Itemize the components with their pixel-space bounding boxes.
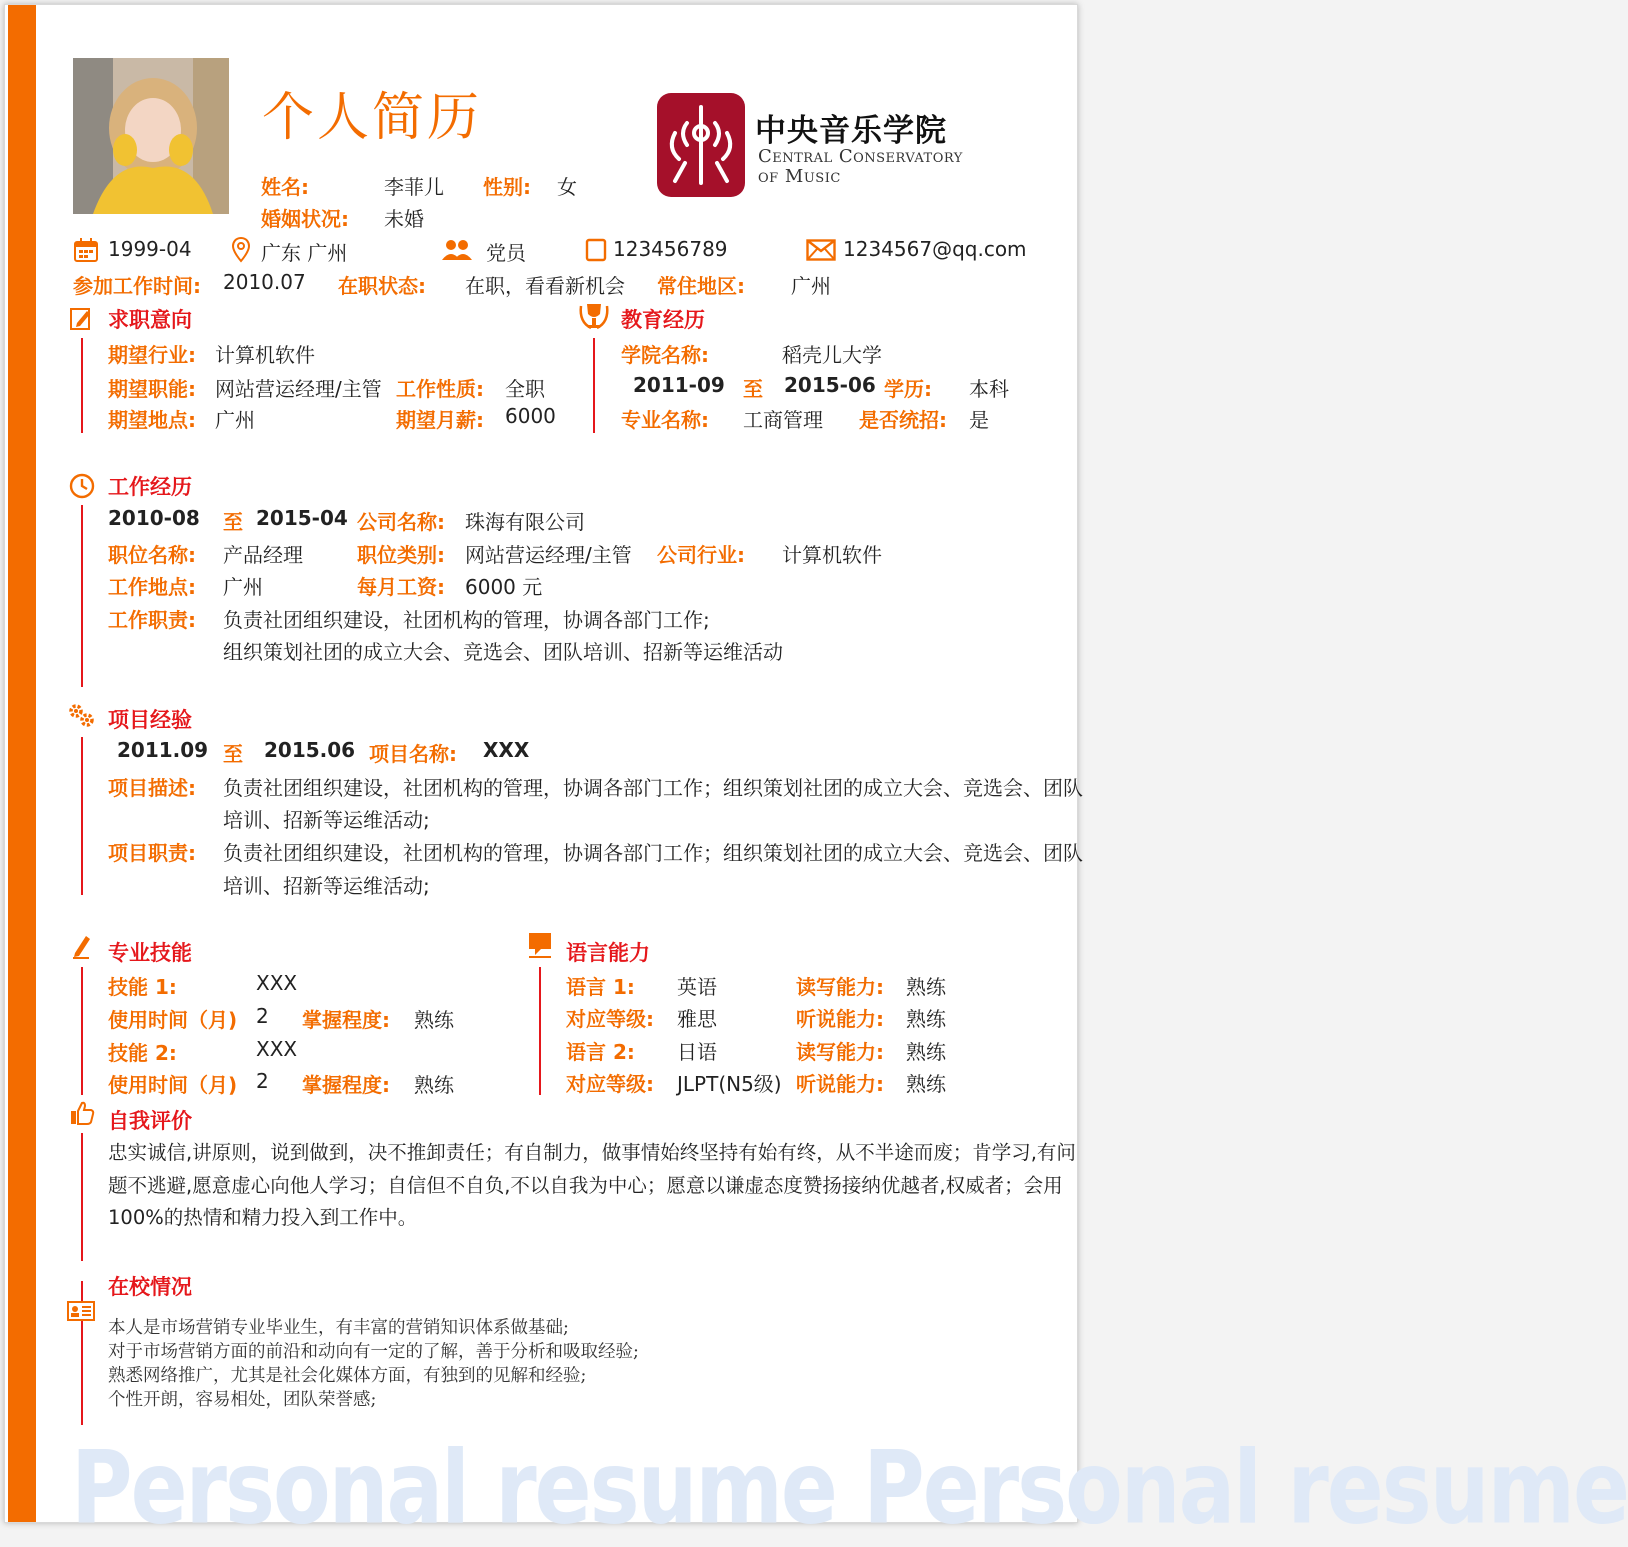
work-start-label: 参加工作时间: (73, 274, 201, 298)
edu-to-label: 至 (743, 377, 763, 401)
company-label: 公司名称: (357, 510, 445, 534)
project-name-label: 项目名称: (369, 742, 457, 766)
location-value: 广东 广州 (261, 241, 348, 265)
work-position-label: 职位名称: (108, 543, 196, 567)
major-label: 专业名称: (621, 408, 709, 432)
profile-photo (73, 58, 229, 214)
skill2-time-value: 2 (256, 1069, 269, 1093)
campus-title: 在校情况 (108, 1275, 192, 1299)
skill1-time-value: 2 (256, 1004, 269, 1028)
work-position-value: 产品经理 (223, 543, 303, 567)
skills-title: 专业技能 (108, 941, 192, 965)
birth-value: 1999-04 (108, 237, 192, 261)
skill1-level-value: 熟练 (414, 1008, 454, 1032)
intent-salary-value: 6000 (505, 404, 556, 428)
campus-line4: 个性开朗，容易相处，团队荣誉感; (108, 1390, 377, 1410)
gender-value: 女 (557, 175, 577, 199)
work-industry-label: 公司行业: (657, 543, 745, 567)
intent-nature-label: 工作性质: (396, 377, 484, 401)
watermark-text: Personal resume Personal resume (71, 1429, 1628, 1547)
name-value: 李菲儿 (384, 175, 444, 199)
skill1-time-label: 使用时间（月) (108, 1008, 238, 1032)
unified-value: 是 (969, 408, 989, 432)
campus-line1: 本人是市场营销专业毕业生，有丰富的营销知识体系做基础; (108, 1318, 569, 1338)
thumbs-up-icon (69, 1100, 95, 1126)
residence-value: 广州 (791, 274, 831, 298)
clock-icon (69, 473, 95, 499)
skill2-level-value: 熟练 (414, 1073, 454, 1097)
lang1-rw-value: 熟练 (906, 975, 946, 999)
phone-value: 123456789 (613, 237, 728, 261)
lang2-label: 语言 2: (566, 1040, 635, 1064)
school-label: 学院名称: (621, 343, 709, 367)
orange-side-bar (8, 5, 36, 1522)
gears-icon (67, 702, 95, 728)
residence-label: 常住地区: (657, 274, 745, 298)
project-to-label: 至 (223, 742, 243, 766)
lang2-ls-value: 熟练 (906, 1072, 946, 1096)
project-duty-line1: 负责社团组织建设，社团机构的管理，协调各部门工作；组织策划社团的成立大会、竞选会、团队 (223, 841, 1083, 865)
intent-position-label: 期望职能: (108, 377, 196, 401)
education-timeline (593, 338, 595, 433)
campus-line3: 熟悉网络推广，尤其是社会化媒体方面，有独到的见解和经验; (108, 1366, 587, 1386)
project-start-date: 2011.09 (117, 738, 209, 762)
work-duty-line1: 负责社团组织建设，社团机构的管理，协调各部门工作; (223, 608, 710, 632)
speech-bubble-icon (527, 931, 553, 959)
conservatory-logo-emblem (657, 93, 745, 197)
resume-page (4, 4, 1628, 1547)
campus-line2: 对于市场营销方面的前沿和动向有一定的了解，善于分析和吸取经验; (108, 1342, 639, 1362)
skill1-value: XXX (256, 971, 298, 995)
logo-english-name (758, 147, 963, 187)
language-title: 语言能力 (566, 941, 650, 965)
project-desc-line1: 负责社团组织建设，社团机构的管理，协调各部门工作；组织策划社团的成立大会、竞选会、团队 (223, 776, 1083, 800)
edit-form-icon (69, 305, 93, 331)
project-desc-label: 项目描述: (108, 776, 196, 800)
skill2-time-label: 使用时间（月) (108, 1073, 238, 1097)
marital-value: 未婚 (384, 207, 424, 231)
lang1-grade-value: 雅思 (677, 1007, 717, 1031)
calendar-icon (73, 237, 99, 263)
work-duty-label: 工作职责: (108, 608, 196, 632)
lang1-grade-label: 对应等级: (566, 1007, 654, 1031)
unified-label: 是否统招: (859, 408, 947, 432)
work-start-date: 2010-08 (108, 506, 200, 530)
project-end-date: 2015.06 (264, 738, 356, 762)
lang2-grade-label: 对应等级: (566, 1072, 654, 1096)
logo-chinese-name: 中央音乐学院 (755, 113, 947, 149)
lang1-value: 英语 (677, 975, 717, 999)
work-industry-value: 计算机软件 (782, 543, 882, 567)
work-category-value: 网站营运经理/主管 (465, 543, 632, 567)
project-duty-label: 项目职责: (108, 841, 196, 865)
location-pin-icon (231, 236, 251, 264)
lang2-grade-value: JLPT(N5级) (677, 1072, 782, 1096)
logo-english-line2: of Music (758, 166, 841, 187)
gender-label: 性别: (483, 175, 531, 199)
self-eval-line1: 忠实诚信,讲原则，说到做到，决不推卸责任；有自制力，做事情始终坚持有始有终，从不半途而废；肯学习,有问 (108, 1141, 1076, 1164)
work-salary-value: 6000 元 (465, 575, 543, 599)
major-value: 工商管理 (743, 408, 823, 432)
skills-timeline (81, 967, 83, 1095)
project-name-value: XXX (483, 738, 530, 762)
intent-place-label: 期望地点: (108, 408, 196, 432)
language-timeline (539, 967, 541, 1095)
lang1-ls-label: 听说能力: (796, 1007, 884, 1031)
project-duty-line2: 培训、招新等运维活动; (223, 874, 430, 898)
intent-industry-value: 计算机软件 (215, 343, 315, 367)
edu-end-date: 2015-06 (784, 373, 876, 397)
lang1-rw-label: 读写能力: (796, 975, 884, 999)
lang2-rw-value: 熟练 (906, 1040, 946, 1064)
intent-place-value: 广州 (215, 408, 255, 432)
status-value: 在职，看看新机会 (465, 274, 625, 298)
edu-start-date: 2011-09 (633, 373, 725, 397)
company-value: 珠海有限公司 (465, 510, 585, 534)
skill2-level-label: 掌握程度: (302, 1073, 390, 1097)
email-value: 1234567@qq.com (843, 237, 1027, 261)
lang2-rw-label: 读写能力: (796, 1040, 884, 1064)
work-start-value: 2010.07 (223, 270, 306, 294)
job-intent-title: 求职意向 (108, 308, 192, 332)
skill2-label: 技能 2: (108, 1041, 177, 1065)
project-title: 项目经验 (108, 708, 192, 732)
degree-label: 学历: (884, 377, 932, 401)
lang2-value: 日语 (677, 1040, 717, 1064)
name-label: 姓名: (261, 175, 309, 199)
work-category-label: 职位类别: (357, 543, 445, 567)
email-icon (806, 239, 836, 261)
intent-position-value: 网站营运经理/主管 (215, 377, 382, 401)
work-place-label: 工作地点: (108, 575, 196, 599)
self-eval-text (108, 1137, 1076, 1235)
skill2-value: XXX (256, 1037, 298, 1061)
page-title: 个人简历 (262, 88, 483, 148)
self-eval-timeline (81, 1133, 83, 1261)
self-eval-line3: 100%的热情和精力投入到工作中。 (108, 1206, 418, 1229)
politics-value: 党员 (486, 241, 526, 265)
school-value: 稻壳儿大学 (782, 343, 882, 367)
marital-label: 婚姻状况: (261, 207, 349, 231)
work-timeline (81, 505, 83, 687)
lang2-ls-label: 听说能力: (796, 1072, 884, 1096)
work-salary-label: 每月工资: (357, 575, 445, 599)
work-duty-line2: 组织策划社团的成立大会、竞选会、团队培训、招新等运维活动 (223, 640, 783, 664)
pencil-icon (71, 933, 93, 959)
work-end-date: 2015-04 (256, 506, 348, 530)
phone-icon (585, 238, 607, 262)
work-to-label: 至 (223, 510, 243, 534)
lang1-ls-value: 熟练 (906, 1007, 946, 1031)
education-title: 教育经历 (621, 308, 705, 332)
self-eval-line2: 题不逃避,愿意虚心向他人学习；自信但不自负,不以自我为中心；愿意以谦虚态度赞扬接纳优越者,权威者；会用 (108, 1173, 1063, 1197)
job-intent-timeline (81, 338, 83, 433)
intent-industry-label: 期望行业: (108, 343, 196, 367)
logo-english-line1: Central Conservatory (758, 146, 963, 167)
campus-text (108, 1316, 639, 1412)
id-card-icon (67, 1301, 95, 1321)
work-place-value: 广州 (223, 575, 263, 599)
skill1-label: 技能 1: (108, 975, 177, 999)
party-member-icon (441, 239, 473, 261)
degree-value: 本科 (969, 377, 1009, 401)
work-title: 工作经历 (108, 475, 192, 499)
intent-salary-label: 期望月薪: (396, 408, 484, 432)
skill1-level-label: 掌握程度: (302, 1008, 390, 1032)
lang1-label: 语言 1: (566, 975, 635, 999)
self-eval-title: 自我评价 (108, 1109, 192, 1133)
project-desc-line2: 培训、招新等运维活动; (223, 808, 430, 832)
project-timeline (81, 737, 83, 895)
status-label: 在职状态: (338, 274, 426, 298)
intent-nature-value: 全职 (505, 377, 545, 401)
trophy-icon (577, 300, 611, 334)
